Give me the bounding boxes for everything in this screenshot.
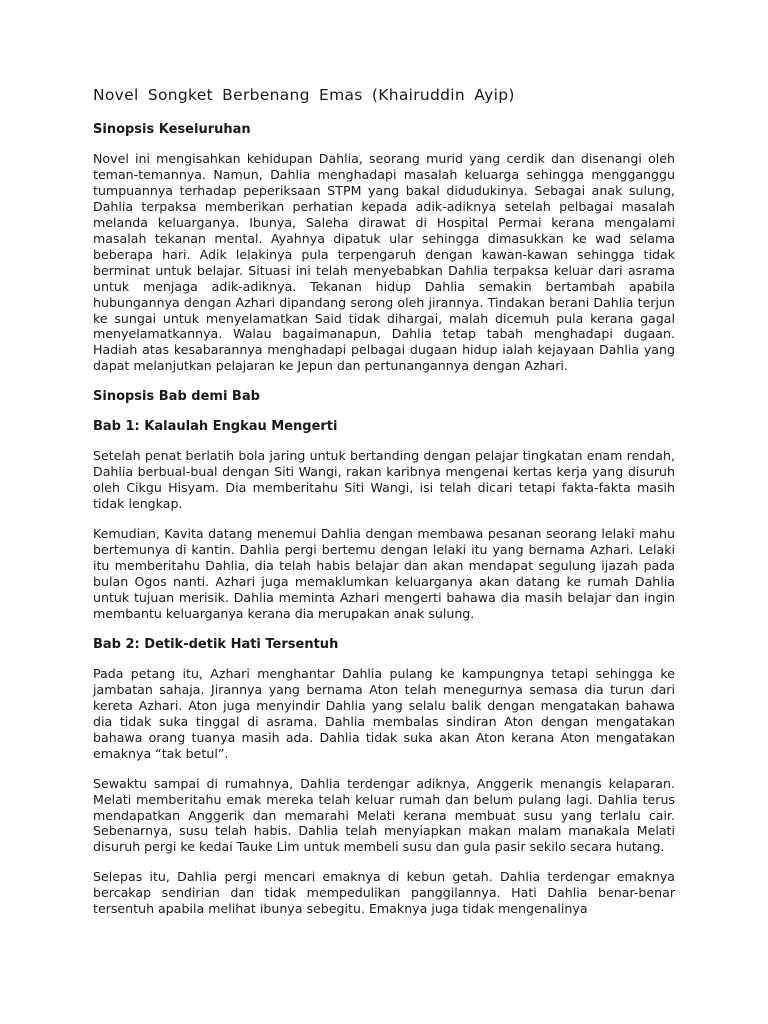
chapter-1-heading: Bab 1: Kalaulah Engkau Mengerti <box>93 419 338 435</box>
document-title: Novel Songket Berbenang Emas (Khairuddin Ayip) <box>93 86 515 104</box>
chapter-2-paragraph-1: Pada petang itu, Azhari menghantar Dahlia pulang ke kampungnya tetapi sehingga ke jambatan sahaja. Jirannya yang bernama Aton telah menegurnya semasa dia turun dari kereta Azhari. Aton juga menyindir Dahlia yang selalu balik dengan mengatakan bahawa dia tidak suka tinggal di asrama. Dahlia membalas sindiran Aton dengan mengatakan bahawa orang tuanya masih ada. Dahlia tidak suka akan Aton kerana Aton mengatakan emaknya “tak betul”. <box>93 665 675 761</box>
chapter-1-paragraph-1: Setelah penat berlatih bola jaring untuk bertanding dengan pelajar tingkatan enam rendah, Dahlia berbual-bual dengan Siti Wangi, rakan karibnya mengenai kertas kerja yang disuruh oleh Cikgu Hisyam. Dia memberitahu Siti Wangi, isi telah dicari tetapi fakta-fakta masih tidak lengkap. <box>93 448 675 512</box>
section-heading-overall-synopsis: Sinopsis Keseluruhan <box>93 122 251 137</box>
chapter-2-paragraph-2: Sewaktu sampai di rumahnya, Dahlia terdengar adiknya, Anggerik menangis kelaparan. Melati memberitahu emak mereka telah keluar rumah dan belum pulang lagi. Dahlia terus mendapatkan Anggerik dan memarahi Melati kerana membuat susu yang terlalu cair. Sebenarnya, susu telah habis. Dahlia telah menyiapkan makan malam manakala Melati disuruh pergi ke kedai Tauke Lim untuk membeli susu dan gula pasir sekilo secara hutang. <box>93 775 675 855</box>
overall-synopsis-paragraph: Novel ini mengisahkan kehidupan Dahlia, seorang murid yang cerdik dan disenangi oleh teman-temannya. Namun, Dahlia menghadapi masalah keluarga sehingga mengganggu tumpuannya terhadap peperiksaan STPM yang bakal didudukinya. Sebagai anak sulung, Dahlia terpaksa memberikan perhatian kepada adik-adiknya setelah pelbagai masalah melanda keluarganya. Ibunya, Saleha dirawat di Hospital Permai kerana mengalami masalah tekanan mental. Ayahnya dipatuk ular sehingga dimasukkan ke wad selama beberapa hari. Adik lelakinya pula terpengaruh dengan kawan-kawan sehingga tidak berminat untuk belajar. Situasi ini telah menyebabkan Dahlia terpaksa keluar dari asrama untuk menjaga adik-adiknya. Tekanan hidup Dahlia semakin bertambah apabila hubungannya dengan Azhari dipandang serong oleh jirannya. Tindakan berani Dahlia terjun ke sungai untuk menyelamatkan Said tidak dihargai, malah dicemuh pula kerana gagal menyelamatkannya. Walau bagaimanapun, Dahlia tetap tabah menghadapi dugaan. Hadiah atas kesabarannya menghadapi pelbagai dugaan hidup ialah kejayaan Dahlia yang dapat melanjutkan pelajaran ke Jepun dan pertunangannya dengan Azhari. <box>93 151 675 374</box>
document-page <box>93 84 675 917</box>
chapter-2-paragraph-3: Selepas itu, Dahlia pergi mencari emaknya di kebun getah. Dahlia terdengar emaknya bercakap sendirian dan tidak mempedulikan panggilannya. Hati Dahlia benar-benar tersentuh apabila melihat ibunya sebegitu. Emaknya juga tidak mengenalinya <box>93 869 675 917</box>
section-heading-chapter-synopsis: Sinopsis Bab demi Bab <box>93 389 260 405</box>
chapter-2-heading: Bab 2: Detik-detik Hati Tersentuh <box>93 636 339 652</box>
chapter-1-paragraph-2: Kemudian, Kavita datang menemui Dahlia dengan membawa pesanan seorang lelaki mahu bertemunya di kantin. Dahlia pergi bertemu dengan lelaki itu yang bernama Azhari. Lelaki itu memberitahu Dahlia, dia telah habis belajar dan akan mendapat segulung ijazah pada bulan Ogos nanti. Azhari juga memaklumkan keluarganya akan datang ke rumah Dahlia untuk tujuan merisik. Dahlia meminta Azhari mengerti bahawa dia masih belajar dan ingin membantu keluarganya kerana dia merupakan anak sulung. <box>93 526 675 621</box>
